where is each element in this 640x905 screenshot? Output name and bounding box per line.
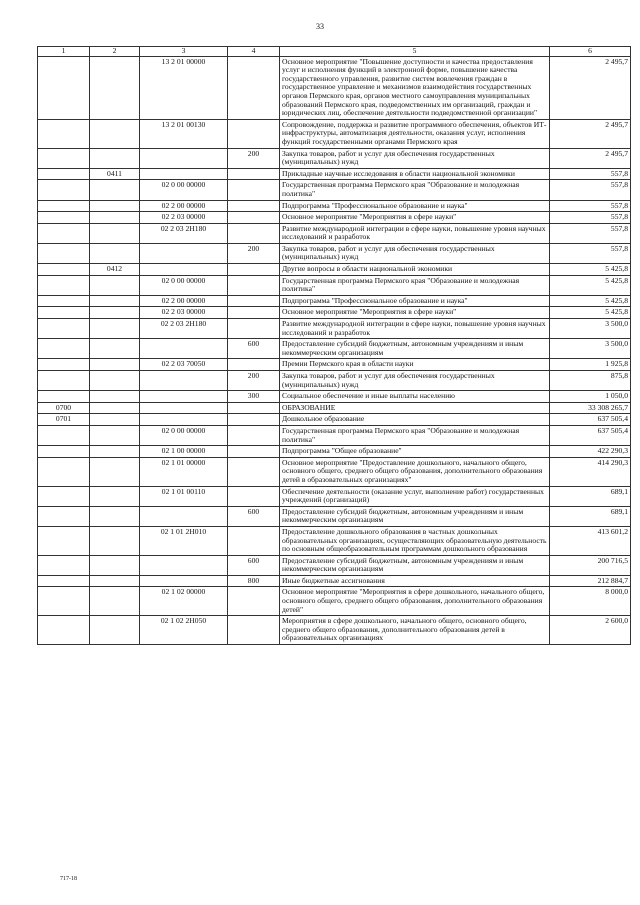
target-article-code: 02 0 00 00000 — [140, 425, 228, 445]
table-row — [38, 616, 631, 645]
table-row — [38, 295, 631, 307]
expense-type-code: 200 — [228, 148, 280, 168]
target-article-code: 02 2 03 2Н180 — [140, 319, 228, 339]
section-code — [38, 587, 90, 616]
target-article-code — [140, 168, 228, 180]
table-header-row — [38, 47, 631, 57]
item-name: Основное мероприятие "Предоставление дошкольного, начального общего, основного общего, среднего общего образования, дополнительного образования детей в образовательных организациях" — [280, 457, 550, 486]
amount: 689,1 — [550, 486, 631, 506]
subsection-code — [90, 486, 140, 506]
target-article-code — [140, 575, 228, 587]
target-article-code: 02 2 03 00000 — [140, 212, 228, 224]
target-article-code: 02 1 01 00110 — [140, 486, 228, 506]
expense-type-code — [228, 425, 280, 445]
item-name: Основное мероприятие "Мероприятия в сфере науки" — [280, 212, 550, 224]
amount: 5 425,8 — [550, 307, 631, 319]
table-row — [38, 486, 631, 506]
expense-type-code: 300 — [228, 391, 280, 403]
item-name: Дошкольное образование — [280, 414, 550, 426]
section-code — [38, 575, 90, 587]
subsection-code — [90, 212, 140, 224]
amount: 2 495,7 — [550, 119, 631, 148]
subsection-code — [90, 391, 140, 403]
item-name: Развитие международной интеграции в сфере науки, повышение уровня научных исследований и разработок — [280, 223, 550, 243]
table-row — [38, 223, 631, 243]
table-row — [38, 212, 631, 224]
section-code — [38, 486, 90, 506]
target-article-code: 02 2 00 00000 — [140, 200, 228, 212]
table-row — [38, 307, 631, 319]
table-row — [38, 587, 631, 616]
target-article-code: 02 0 00 00000 — [140, 180, 228, 200]
expense-type-code — [228, 587, 280, 616]
item-name: Предоставление субсидий бюджетным, автономным учреждениям и иным некоммерческим организациям — [280, 506, 550, 526]
target-article-code: 13 2 01 00130 — [140, 119, 228, 148]
section-code — [38, 264, 90, 276]
item-name: Другие вопросы в области национальной экономики — [280, 264, 550, 276]
item-name: Подпрограмма "Общее образование" — [280, 446, 550, 458]
subsection-code — [90, 414, 140, 426]
expense-type-code — [228, 119, 280, 148]
subsection-code — [90, 148, 140, 168]
item-name: Закупка товаров, работ и услуг для обеспечения государственных (муниципальных) нужд — [280, 243, 550, 263]
expense-type-code — [228, 56, 280, 119]
column-header: 2 — [90, 47, 140, 57]
target-article-code: 02 0 00 00000 — [140, 275, 228, 295]
item-name: Подпрограмма "Профессиональное образование и наука" — [280, 295, 550, 307]
target-article-code: 02 1 02 00000 — [140, 587, 228, 616]
table-row — [38, 168, 631, 180]
section-code — [38, 168, 90, 180]
table-row — [38, 414, 631, 426]
target-article-code: 02 2 03 2Н180 — [140, 223, 228, 243]
expense-type-code: 200 — [228, 243, 280, 263]
target-article-code: 02 1 01 00000 — [140, 457, 228, 486]
amount: 557,8 — [550, 243, 631, 263]
section-code — [38, 243, 90, 263]
table-row — [38, 56, 631, 119]
section-code — [38, 212, 90, 224]
target-article-code: 02 2 03 70050 — [140, 359, 228, 371]
subsection-code — [90, 275, 140, 295]
amount: 8 000,0 — [550, 587, 631, 616]
subsection-code — [90, 295, 140, 307]
expense-type-code — [228, 180, 280, 200]
subsection-code — [90, 119, 140, 148]
expense-type-code — [228, 295, 280, 307]
section-code — [38, 339, 90, 359]
section-code — [38, 56, 90, 119]
item-name: Предоставление дошкольного образования в частных дошкольных образовательных организациях, осуществляющих образовательную деятельность по основным общеобразовательным программам дошкольного образования — [280, 526, 550, 555]
target-article-code: 02 2 00 00000 — [140, 295, 228, 307]
table-row — [38, 264, 631, 276]
amount: 637 505,4 — [550, 425, 631, 445]
target-article-code: 02 1 02 2Н050 — [140, 616, 228, 645]
item-name: Основное мероприятие "Мероприятия в сфере дошкольного, начального общего, основного общего, среднего общего образования, дополнительного образования детей" — [280, 587, 550, 616]
table-row — [38, 425, 631, 445]
item-name: Развитие международной интеграции в сфере науки, повышение уровня научных исследований и разработок — [280, 319, 550, 339]
target-article-code — [140, 414, 228, 426]
target-article-code — [140, 506, 228, 526]
table-row — [38, 148, 631, 168]
target-article-code — [140, 555, 228, 575]
expense-type-code — [228, 264, 280, 276]
table-row — [38, 359, 631, 371]
item-name: Сопровождение, поддержка и развитие программного обеспечения, объектов ИТ-инфраструктуры, автоматизация деятельности, оказания услуг, исполнения функций государственными органами Пермского края — [280, 119, 550, 148]
amount: 5 425,8 — [550, 295, 631, 307]
section-code — [38, 526, 90, 555]
section-code — [38, 307, 90, 319]
expense-type-code — [228, 359, 280, 371]
table-row — [38, 457, 631, 486]
subsection-code — [90, 446, 140, 458]
section-code — [38, 616, 90, 645]
expense-type-code — [228, 200, 280, 212]
subsection-code — [90, 223, 140, 243]
subsection-code — [90, 616, 140, 645]
amount: 2 495,7 — [550, 56, 631, 119]
subsection-code — [90, 359, 140, 371]
target-article-code — [140, 264, 228, 276]
amount: 637 505,4 — [550, 414, 631, 426]
item-name: Предоставление субсидий бюджетным, автономным учреждениям и иным некоммерческим организациям — [280, 339, 550, 359]
amount: 557,8 — [550, 180, 631, 200]
subsection-code: 0412 — [90, 264, 140, 276]
column-header: 5 — [280, 47, 550, 57]
amount: 689,1 — [550, 506, 631, 526]
subsection-code — [90, 425, 140, 445]
section-code — [38, 391, 90, 403]
section-code — [38, 425, 90, 445]
section-code — [38, 223, 90, 243]
item-name: Закупка товаров, работ и услуг для обеспечения государственных (муниципальных) нужд — [280, 148, 550, 168]
subsection-code — [90, 371, 140, 391]
section-code — [38, 359, 90, 371]
section-code — [38, 457, 90, 486]
table-row — [38, 119, 631, 148]
subsection-code — [90, 307, 140, 319]
amount: 1 925,8 — [550, 359, 631, 371]
expense-type-code: 600 — [228, 555, 280, 575]
column-header: 6 — [550, 47, 631, 57]
amount: 557,8 — [550, 168, 631, 180]
subsection-code — [90, 587, 140, 616]
target-article-code — [140, 339, 228, 359]
section-code — [38, 200, 90, 212]
amount: 413 601,2 — [550, 526, 631, 555]
item-name: Основное мероприятие "Мероприятия в сфере науки" — [280, 307, 550, 319]
subsection-code — [90, 339, 140, 359]
expense-type-code — [228, 212, 280, 224]
expense-type-code — [228, 319, 280, 339]
item-name: Государственная программа Пермского края "Образование и молодежная политика" — [280, 275, 550, 295]
expense-type-code — [228, 446, 280, 458]
item-name: Основное мероприятие "Повышение доступности и качества предоставления услуг и исполнения функций в электронной форме, повышение качества государственного управления, развитие систем вовлечения граждан в государственное управление и механизмов взаимодействия государственных органов Пермского края, органов местного самоуправления муниципальных образований Пермского края, подведомственных им организаций, граждан и юридических лиц, обеспечение деятельности подведомственной организации" — [280, 56, 550, 119]
section-code — [38, 180, 90, 200]
column-header: 3 — [140, 47, 228, 57]
expense-type-code — [228, 223, 280, 243]
subsection-code — [90, 56, 140, 119]
table-row — [38, 275, 631, 295]
section-code — [38, 555, 90, 575]
subsection-code — [90, 575, 140, 587]
amount: 414 290,3 — [550, 457, 631, 486]
item-name: Премии Пермского края в области науки — [280, 359, 550, 371]
amount: 3 500,0 — [550, 339, 631, 359]
amount: 33 308 265,7 — [550, 402, 631, 414]
subsection-code — [90, 506, 140, 526]
amount: 422 290,3 — [550, 446, 631, 458]
item-name: Государственная программа Пермского края "Образование и молодежная политика" — [280, 425, 550, 445]
table-row — [38, 180, 631, 200]
item-name: Государственная программа Пермского края "Образование и молодежная политика" — [280, 180, 550, 200]
section-code — [38, 319, 90, 339]
expense-type-code: 600 — [228, 506, 280, 526]
target-article-code: 02 2 03 00000 — [140, 307, 228, 319]
subsection-code — [90, 457, 140, 486]
expense-type-code: 800 — [228, 575, 280, 587]
item-name: Социальное обеспечение и иные выплаты населению — [280, 391, 550, 403]
table-row — [38, 200, 631, 212]
subsection-code — [90, 402, 140, 414]
target-article-code — [140, 402, 228, 414]
amount: 2 600,0 — [550, 616, 631, 645]
target-article-code — [140, 371, 228, 391]
section-code — [38, 371, 90, 391]
subsection-code — [90, 180, 140, 200]
expense-type-code — [228, 486, 280, 506]
subsection-code — [90, 243, 140, 263]
item-name: Мероприятия в сфере дошкольного, начального общего, основного общего, среднего общего образования, дополнительного образования детей в образовательных организациях — [280, 616, 550, 645]
item-name: Иные бюджетные ассигнования — [280, 575, 550, 587]
item-name: Прикладные научные исследования в области национальной экономики — [280, 168, 550, 180]
amount: 200 716,5 — [550, 555, 631, 575]
item-name: ОБРАЗОВАНИЕ — [280, 402, 550, 414]
target-article-code: 02 1 01 2Н010 — [140, 526, 228, 555]
item-name: Закупка товаров, работ и услуг для обеспечения государственных (муниципальных) нужд — [280, 371, 550, 391]
amount: 557,8 — [550, 223, 631, 243]
target-article-code — [140, 148, 228, 168]
section-code — [38, 295, 90, 307]
amount: 5 425,8 — [550, 264, 631, 276]
section-code — [38, 275, 90, 295]
column-header: 4 — [228, 47, 280, 57]
section-code — [38, 506, 90, 526]
subsection-code — [90, 200, 140, 212]
section-code: 0701 — [38, 414, 90, 426]
subsection-code — [90, 555, 140, 575]
subsection-code — [90, 319, 140, 339]
table-row — [38, 371, 631, 391]
section-code — [38, 446, 90, 458]
budget-table — [37, 46, 631, 645]
amount: 3 500,0 — [550, 319, 631, 339]
section-code — [38, 119, 90, 148]
table-row — [38, 243, 631, 263]
section-code: 0700 — [38, 402, 90, 414]
target-article-code — [140, 243, 228, 263]
expense-type-code — [228, 168, 280, 180]
expense-type-code: 200 — [228, 371, 280, 391]
expense-type-code — [228, 275, 280, 295]
column-header: 1 — [38, 47, 90, 57]
expense-type-code: 600 — [228, 339, 280, 359]
item-name: Обеспечение деятельности (оказание услуг, выполнение работ) государственных учреждений (организаций) — [280, 486, 550, 506]
footer-document-code: 717-18 — [60, 876, 77, 882]
expense-type-code — [228, 307, 280, 319]
section-code — [38, 148, 90, 168]
table-row — [38, 339, 631, 359]
table-row — [38, 402, 631, 414]
target-article-code: 13 2 01 00000 — [140, 56, 228, 119]
expense-type-code — [228, 457, 280, 486]
amount: 5 425,8 — [550, 275, 631, 295]
expense-type-code — [228, 414, 280, 426]
expense-type-code — [228, 526, 280, 555]
amount: 212 884,7 — [550, 575, 631, 587]
table-row — [38, 506, 631, 526]
target-article-code: 02 1 00 00000 — [140, 446, 228, 458]
amount: 2 495,7 — [550, 148, 631, 168]
amount: 1 050,0 — [550, 391, 631, 403]
expense-type-code — [228, 616, 280, 645]
item-name: Подпрограмма "Профессиональное образование и наука" — [280, 200, 550, 212]
expense-type-code — [228, 402, 280, 414]
table-row — [38, 319, 631, 339]
item-name: Предоставление субсидий бюджетным, автономным учреждениям и иным некоммерческим организациям — [280, 555, 550, 575]
subsection-code — [90, 526, 140, 555]
amount: 875,8 — [550, 371, 631, 391]
amount: 557,8 — [550, 212, 631, 224]
table-row — [38, 526, 631, 555]
table-row — [38, 391, 631, 403]
table-row — [38, 575, 631, 587]
target-article-code — [140, 391, 228, 403]
table-row — [38, 555, 631, 575]
amount: 557,8 — [550, 200, 631, 212]
table-row — [38, 446, 631, 458]
subsection-code: 0411 — [90, 168, 140, 180]
page-number: 33 — [316, 22, 324, 31]
